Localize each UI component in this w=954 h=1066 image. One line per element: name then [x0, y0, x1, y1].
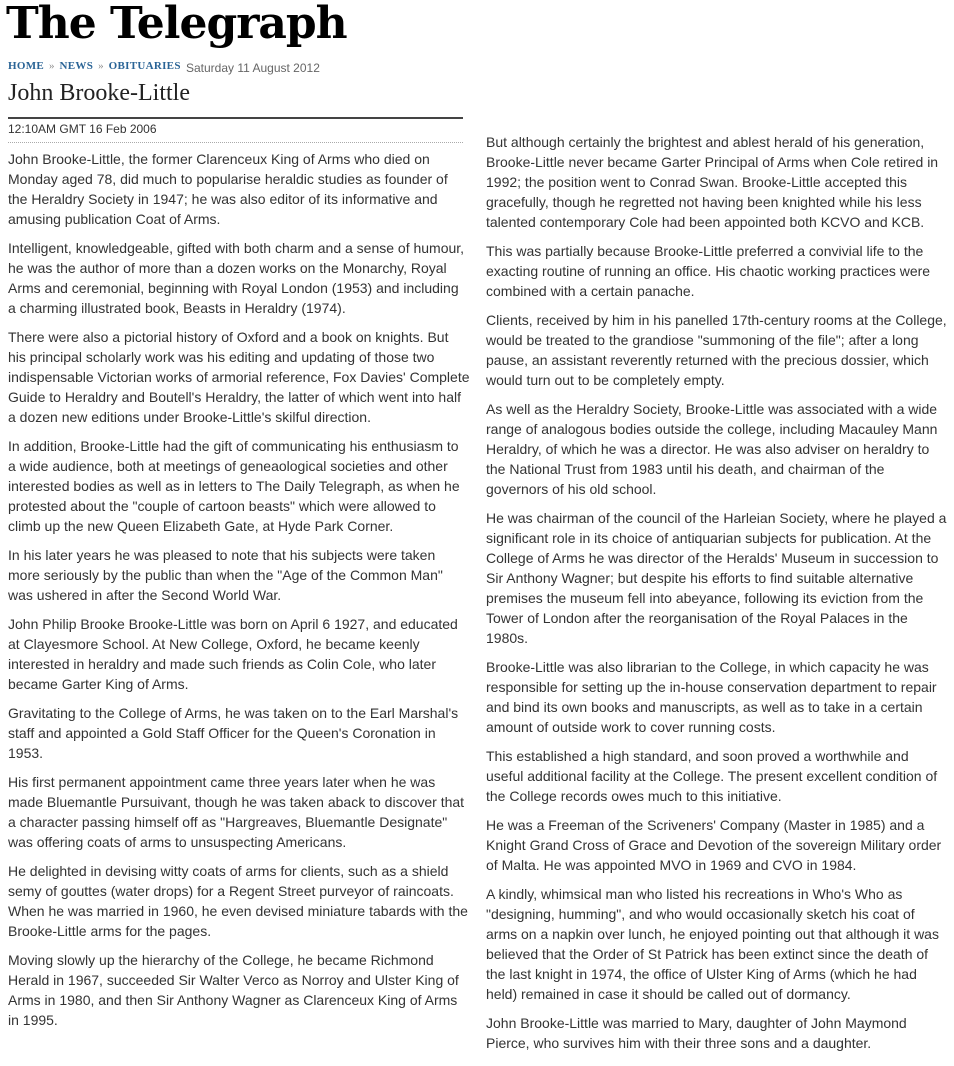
- breadcrumb-separator: »: [98, 60, 104, 72]
- breadcrumb-news-link[interactable]: NEWS: [59, 60, 94, 72]
- article-body-left-column: [8, 149, 470, 1039]
- article-body-right-column: [486, 132, 948, 1062]
- article-paragraph: Brooke-Little was also librarian to the College, in which capacity he was responsible for setting up the in-house conservation department to repair and bind its own books and manuscripts, as well as to take in a certain amount of outside work to cover running costs.: [486, 659, 937, 735]
- article-paragraph: Intelligent, knowledgeable, gifted with both charm and a sense of humour, he was the author of more than a dozen works on the Monarchy, Royal Arms and ceremonial, beginning with Royal London (1953) and including a charming illustrated book, Beasts in Heraldry (1974).: [8, 240, 465, 316]
- article-paragraph: This was partially because Brooke-Little preferred a convivial life to the exacting routine of running an office. His chaotic working practices were combined with a certain panache.: [486, 243, 931, 299]
- article-paragraph: He delighted in devising witty coats of arms for clients, such as a shield semy of gouttes (water drops) for a Regent Street purveyor of raincoats. When he was married in 1960, he even devised miniature tabards with the Brooke-Little arms for the pages.: [8, 863, 468, 939]
- article-paragraph: He was a Freeman of the Scriveners' Company (Master in 1985) and a Knight Grand Cross of Grace and Devotion of the sovereign Military order of Malta. He was appointed MVO in 1969 and CVO in 1984.: [486, 817, 942, 873]
- article-paragraph: As well as the Heraldry Society, Brooke-Little was associated with a wide range of analogous bodies outside the college, including Macauley Mann Heraldry, of which he was a director. He was also adviser on heraldry to the National Trust from 1983 until his death, and chairman of the governors of his old school.: [486, 401, 938, 497]
- article-paragraph: John Brooke-Little, the former Clarenceux King of Arms who died on Monday aged 78, did much to popularise heraldic studies as founder of the Heraldry Society in 1947; he was also editor of its informative and amusing publication Coat of Arms.: [8, 151, 448, 227]
- article-paragraph: A kindly, whimsical man who listed his recreations in Who's Who as "designing, humming", and who would occasionally sketch his coat of arms on a napkin over lunch, he enjoyed pointing out that although it was believed that the Order of St Patrick has been extinct since the death of the last knight in 1974, the office of Ulster King of Arms (which he had held) remained in case it should be called out of dormancy.: [486, 886, 939, 1002]
- breadcrumb-home-link[interactable]: HOME: [8, 60, 45, 72]
- article-paragraph: This established a high standard, and soon proved a worthwhile and useful additional facility at the College. The present excellent condition of the College records owes much to this initiative.: [486, 748, 938, 804]
- article-paragraph: Moving slowly up the hierarchy of the College, he became Richmond Herald in 1967, succeeded Sir Walter Verco as Norroy and Ulster King of Arms in 1980, and then Sir Anthony Wagner as Clarenceux King of Arms in 1995.: [8, 952, 459, 1028]
- article-paragraph: In addition, Brooke-Little had the gift of communicating his enthusiasm to a wide audience, both at meetings of geneaological societies and other interested bodies as well as in letters to The Daily Telegraph, as when he protested about the "couple of cartoon beasts" which were allowed to climb up the new Queen Elizabeth Gate, at Hyde Park Corner.: [8, 438, 460, 534]
- publish-timestamp: 12:10AM GMT 16 Feb 2006: [8, 122, 157, 136]
- article-paragraph: Gravitating to the College of Arms, he was taken on to the Earl Marshal's staff and appointed a Gold Staff Officer for the Queen's Coronation in 1953.: [8, 705, 459, 761]
- article-paragraph: Clients, received by him in his panelled 17th-century rooms at the College, would be treated to the grandiose "summoning of the file"; after a long pause, an assistant reverently returned with the precious dossier, which would turn out to be completely empty.: [486, 312, 947, 388]
- article-paragraph: But although certainly the brightest and ablest herald of his generation, Brooke-Little never became Garter Principal of Arms when Cole retired in 1992; the position went to Conrad Swan. Brooke-Little accepted this gracefully, though he regretted not having been knighted while his less talented contemporary Cole had been appointed both KCVO and KCB.: [486, 134, 939, 230]
- article-paragraph: There were also a pictorial history of Oxford and a book on knights. But his principal scholarly work was his editing and updating of those two indispensable Victorian works of armorial reference, Fox Davies' Complete Guide to Heraldry and Boutell's Heraldry, the latter of which went into half a dozen new editions under Brooke-Little's skilful direction.: [8, 329, 470, 425]
- article-paragraph: John Brooke-Little was married to Mary, daughter of John Maymond Pierce, who survives him with their three sons and a daughter.: [486, 1015, 907, 1051]
- breadcrumb: [8, 60, 181, 72]
- article-paragraph: In his later years he was pleased to note that his subjects were taken more seriously by the public than when the "Age of the Common Man" was ushered in after the Second World War.: [8, 547, 443, 603]
- breadcrumb-separator: »: [49, 60, 55, 72]
- timestamp-divider: [8, 142, 463, 143]
- title-divider: [8, 117, 463, 119]
- breadcrumb-obituaries-link[interactable]: OBITUARIES: [108, 60, 181, 72]
- article-paragraph: His first permanent appointment came three years later when he was made Bluemantle Pursuivant, though he was taken aback to discover that a character passing himself off as "Hargreaves, Bluemantle Designate" was offering coats of arms to unsuspecting Americans.: [8, 774, 465, 850]
- article-paragraph: He was chairman of the council of the Harleian Society, where he played a significant role in its choice of antiquarian subjects for publication. At the College of Arms he was director of the Heralds' Museum in succession to Sir Anthony Wagner; but despite his efforts to find suitable alternative premises the museum fell into abeyance, following its eviction from the Tower of London after the reorganisation of the Royal Palaces in the 1980s.: [486, 510, 947, 646]
- article-paragraph: John Philip Brooke Brooke-Little was born on April 6 1927, and educated at Clayesmore School. At New College, Oxford, he became keenly interested in heraldry and made such friends as Colin Cole, who later became Garter King of Arms.: [8, 616, 458, 692]
- site-logo[interactable]: The Telegraph: [6, 0, 347, 49]
- current-date: Saturday 11 August 2012: [186, 61, 320, 75]
- article-title: John Brooke-Little: [8, 80, 190, 106]
